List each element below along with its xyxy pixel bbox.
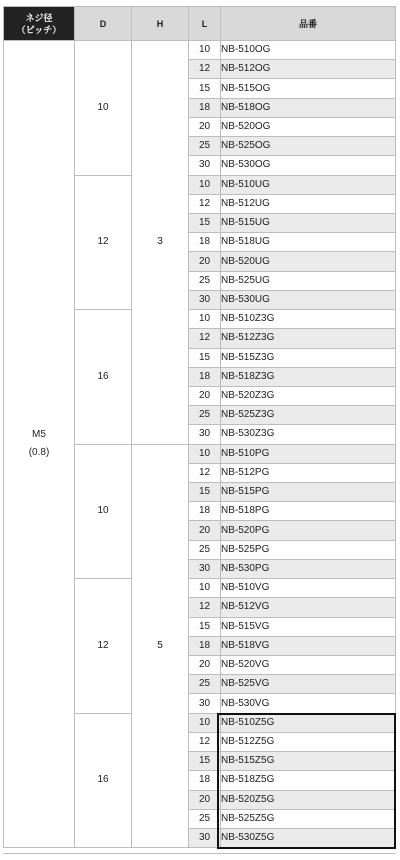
part-number-cell: NB-520VG bbox=[221, 656, 396, 675]
header-pitch-label: （ピッチ） bbox=[16, 24, 62, 35]
length-cell: 18 bbox=[189, 98, 221, 117]
length-cell: 10 bbox=[189, 41, 221, 60]
part-number-cell: NB-510OG bbox=[221, 41, 396, 60]
part-number-cell: NB-515OG bbox=[221, 79, 396, 98]
part-number-cell: NB-515UG bbox=[221, 213, 396, 232]
length-cell: 10 bbox=[189, 713, 221, 732]
part-number-cell: NB-530OG bbox=[221, 156, 396, 175]
part-number-cell: NB-520Z3G bbox=[221, 386, 396, 405]
length-cell: 30 bbox=[189, 559, 221, 578]
part-number-cell: NB-530UG bbox=[221, 290, 396, 309]
diameter-cell: 12 bbox=[75, 175, 132, 310]
height-cell: 5 bbox=[132, 444, 189, 848]
part-number-cell: NB-520Z5G bbox=[221, 790, 396, 809]
table-body bbox=[4, 41, 396, 848]
length-cell: 20 bbox=[189, 656, 221, 675]
part-number-cell: NB-515VG bbox=[221, 617, 396, 636]
length-cell: 18 bbox=[189, 636, 221, 655]
length-cell: 25 bbox=[189, 540, 221, 559]
part-number-cell: NB-510UG bbox=[221, 175, 396, 194]
part-number-cell: NB-510Z5G bbox=[221, 713, 396, 732]
part-number-cell: NB-525UG bbox=[221, 271, 396, 290]
header-d: D bbox=[75, 7, 132, 41]
length-cell: 20 bbox=[189, 521, 221, 540]
header-thread-pitch bbox=[4, 7, 75, 41]
length-cell: 25 bbox=[189, 406, 221, 425]
length-cell: 15 bbox=[189, 348, 221, 367]
length-cell: 30 bbox=[189, 156, 221, 175]
length-cell: 18 bbox=[189, 233, 221, 252]
length-cell: 12 bbox=[189, 598, 221, 617]
part-number-cell: NB-515Z3G bbox=[221, 348, 396, 367]
part-number-cell: NB-530Z5G bbox=[221, 828, 396, 847]
length-cell: 15 bbox=[189, 752, 221, 771]
length-cell: 12 bbox=[189, 463, 221, 482]
part-number-cell: NB-512OG bbox=[221, 60, 396, 79]
diameter-cell: 10 bbox=[75, 41, 132, 176]
length-cell: 25 bbox=[189, 675, 221, 694]
header-thread-label: ネジ径 bbox=[25, 12, 53, 23]
bottom-rule bbox=[3, 853, 395, 854]
table-row bbox=[4, 41, 396, 60]
part-number-cell: NB-530PG bbox=[221, 559, 396, 578]
part-number-cell: NB-520OG bbox=[221, 117, 396, 136]
length-cell: 20 bbox=[189, 252, 221, 271]
part-number-cell: NB-530VG bbox=[221, 694, 396, 713]
part-number-cell: NB-512VG bbox=[221, 598, 396, 617]
diameter-cell: 16 bbox=[75, 713, 132, 848]
length-cell: 18 bbox=[189, 771, 221, 790]
diameter-cell: 10 bbox=[75, 444, 132, 579]
length-cell: 15 bbox=[189, 79, 221, 98]
length-cell: 15 bbox=[189, 213, 221, 232]
part-number-cell: NB-525OG bbox=[221, 137, 396, 156]
diameter-cell: 16 bbox=[75, 310, 132, 445]
part-number-cell: NB-520UG bbox=[221, 252, 396, 271]
thread-pitch: (0.8) bbox=[28, 447, 50, 459]
part-number-cell: NB-518VG bbox=[221, 636, 396, 655]
part-number-cell: NB-518Z5G bbox=[221, 771, 396, 790]
part-number-cell: NB-520PG bbox=[221, 521, 396, 540]
length-cell: 20 bbox=[189, 386, 221, 405]
part-number-cell: NB-510VG bbox=[221, 579, 396, 598]
part-number-cell: NB-525VG bbox=[221, 675, 396, 694]
length-cell: 30 bbox=[189, 425, 221, 444]
length-cell: 20 bbox=[189, 790, 221, 809]
part-number-cell: NB-518PG bbox=[221, 502, 396, 521]
part-number-cell: NB-510PG bbox=[221, 444, 396, 463]
length-cell: 12 bbox=[189, 194, 221, 213]
length-cell: 15 bbox=[189, 617, 221, 636]
spec-table bbox=[3, 6, 396, 848]
header-row bbox=[4, 7, 396, 41]
part-number-cell: NB-525Z3G bbox=[221, 406, 396, 425]
part-number-cell: NB-510Z3G bbox=[221, 310, 396, 329]
part-number-cell: NB-518Z3G bbox=[221, 367, 396, 386]
diameter-cell: 12 bbox=[75, 579, 132, 714]
length-cell: 10 bbox=[189, 444, 221, 463]
length-cell: 30 bbox=[189, 290, 221, 309]
length-cell: 12 bbox=[189, 60, 221, 79]
part-number-cell: NB-518UG bbox=[221, 233, 396, 252]
length-cell: 10 bbox=[189, 175, 221, 194]
part-number-cell: NB-525Z5G bbox=[221, 809, 396, 828]
header-part-number: 品番 bbox=[221, 7, 396, 41]
length-cell: 12 bbox=[189, 329, 221, 348]
header-h: H bbox=[132, 7, 189, 41]
part-number-cell: NB-512Z5G bbox=[221, 732, 396, 751]
length-cell: 25 bbox=[189, 809, 221, 828]
length-cell: 30 bbox=[189, 694, 221, 713]
length-cell: 12 bbox=[189, 732, 221, 751]
part-number-cell: NB-512Z3G bbox=[221, 329, 396, 348]
length-cell: 30 bbox=[189, 828, 221, 847]
thread-size-cell bbox=[4, 41, 75, 848]
length-cell: 10 bbox=[189, 310, 221, 329]
thread-size: M5 bbox=[32, 429, 46, 441]
header-l: L bbox=[189, 7, 221, 41]
part-number-cell: NB-530Z3G bbox=[221, 425, 396, 444]
part-number-cell: NB-515PG bbox=[221, 483, 396, 502]
part-number-cell: NB-512UG bbox=[221, 194, 396, 213]
length-cell: 18 bbox=[189, 367, 221, 386]
part-number-cell: NB-512PG bbox=[221, 463, 396, 482]
length-cell: 25 bbox=[189, 137, 221, 156]
length-cell: 15 bbox=[189, 483, 221, 502]
part-number-cell: NB-525PG bbox=[221, 540, 396, 559]
height-cell: 3 bbox=[132, 41, 189, 445]
part-number-cell: NB-518OG bbox=[221, 98, 396, 117]
part-number-cell: NB-515Z5G bbox=[221, 752, 396, 771]
length-cell: 18 bbox=[189, 502, 221, 521]
length-cell: 20 bbox=[189, 117, 221, 136]
length-cell: 10 bbox=[189, 579, 221, 598]
length-cell: 25 bbox=[189, 271, 221, 290]
